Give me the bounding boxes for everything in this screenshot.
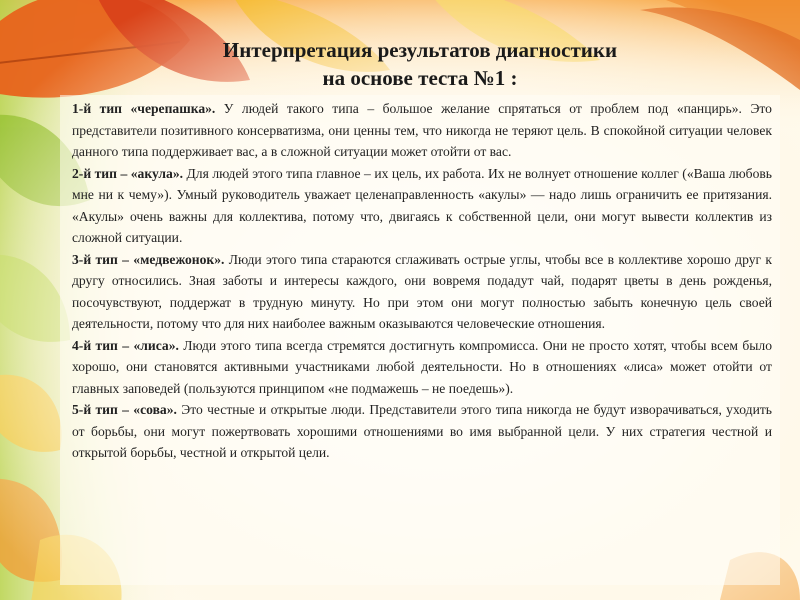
type-text: У людей такого типа – большое желание спрятаться от проблем под «панцирь». Это представители позитивного консерватизма, они ценны тем, что никогда не теряют цель. В спокойной ситуации человек данного типа поддерживает вас, а в сложной ситуации может отойти от вас. <box>72 101 772 159</box>
type-text: Для людей этого типа главное – их цель, их работа. Их не волнует отношение коллег («Ваша любовь мне ни к чему»). Умный руководитель уважает целенаправленность «акулы» — надо лишь ограничить ее притязания. «Акулы» очень важны для коллектива, потому что, двигаясь к собственной цели, они могут вывести коллектив из сложной ситуации. <box>72 165 772 245</box>
title-line-1: Интерпретация результатов диагностики <box>222 38 618 62</box>
type-heading: 1-й тип «черепашка». <box>72 101 216 116</box>
page-title <box>140 36 700 92</box>
type-heading: 2-й тип – «акула». <box>72 165 184 181</box>
type-text: Это честные и открытые люди. Представители этого типа никогда не будут изворачиваться, уходить от борьбы, они могут пожертвовать хорошими отношениями во имя выбранной цели. У них стратегия честной и открытой борьбы, честной и открытой цели. <box>72 402 772 460</box>
type-paragraph-3 <box>72 249 772 335</box>
types-description <box>72 98 772 464</box>
title-line-2: на основе теста №1 : <box>322 66 518 90</box>
type-text: Люди этого типа стараются сглаживать острые углы, чтобы все в коллективе хорошо друг к другу относились. Зная заботы и интересы каждого, они вовремя подадут чай, подарят цветы в день рожденья, посочувствуют, поддержат в трудную минуту. Но при этом они могут полностью забыть конечную цель своей деятельности, потому что для них наиболее важным оказываются человеческие отношения. <box>72 251 773 331</box>
type-paragraph-5 <box>72 399 772 464</box>
type-heading: 5-й тип – «сова». <box>72 402 177 417</box>
type-paragraph-2 <box>72 163 772 249</box>
type-paragraph-4 <box>72 335 772 400</box>
type-paragraph-1 <box>72 98 772 163</box>
type-heading: 3-й тип – «медвежонок». <box>72 251 225 267</box>
type-heading: 4-й тип – «лиса». <box>72 337 179 353</box>
type-text: Люди этого типа всегда стремятся достигнуть компромисса. Они не просто хотят, чтобы всем было хорошо, они становятся активными участниками любой деятельности. Но в отношениях «лиса» может отойти от главных заповедей (пользуются принципом «не подмажешь – не поедешь»). <box>72 337 772 396</box>
